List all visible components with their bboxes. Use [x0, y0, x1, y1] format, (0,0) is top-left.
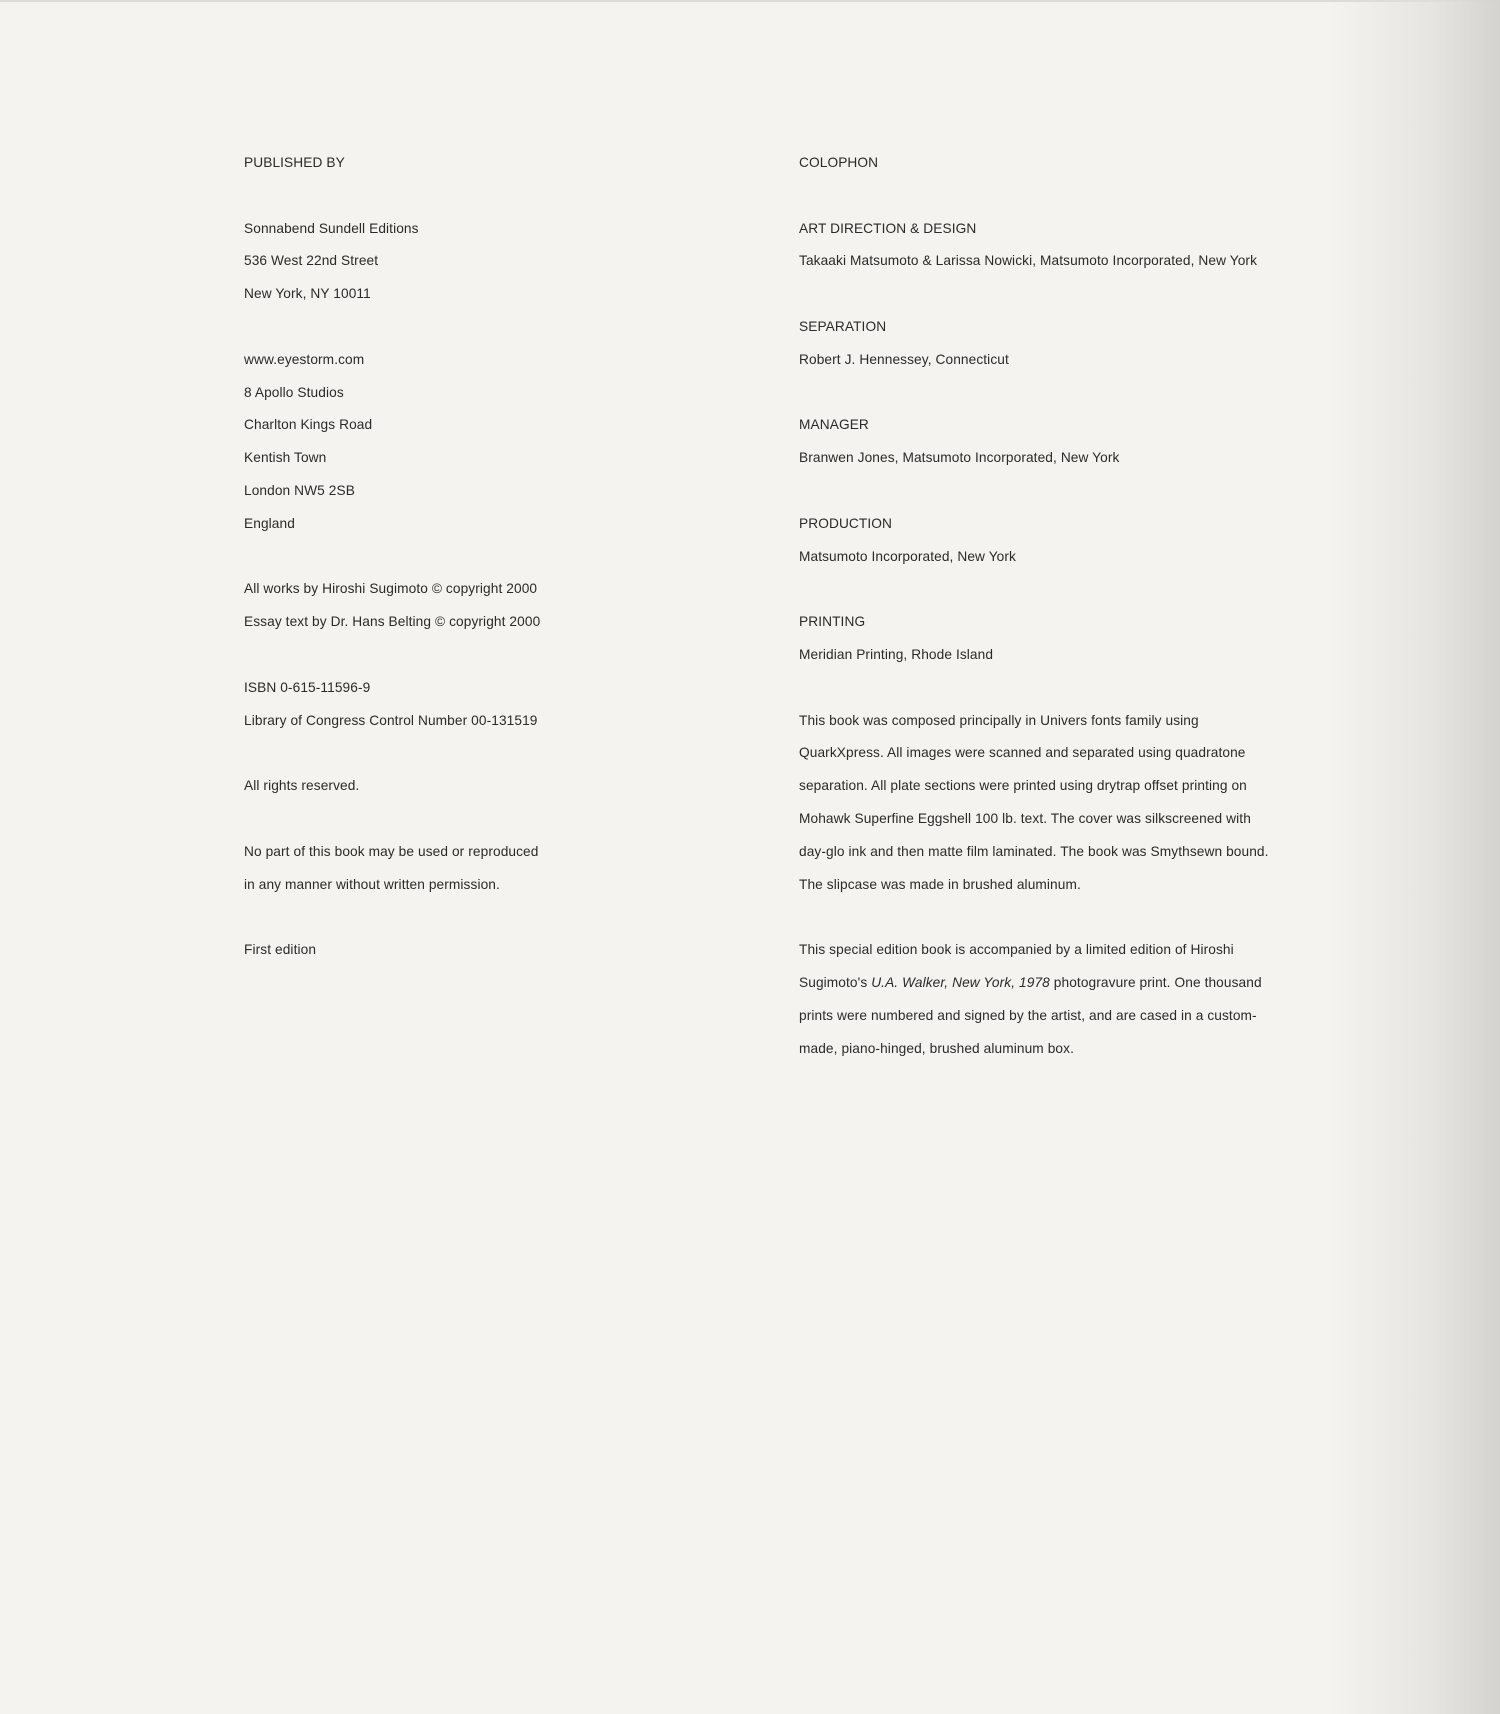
- composition-text-line: The slipcase was made in brushed aluminum.: [799, 876, 1081, 892]
- separation-value: Robert J. Hennessey, Connecticut: [799, 351, 1009, 367]
- reproduction-notice-line: in any manner without written permission.: [244, 876, 500, 892]
- separation-heading: SEPARATION: [799, 318, 887, 334]
- publisher-city: New York, NY 10011: [244, 286, 371, 302]
- special-edition-line: [799, 967, 1329, 1000]
- publisher-name: Sonnabend Sundell Editions: [244, 220, 419, 236]
- composition-text-line: day-glo ink and then matte film laminated. The book was Smythsewn bound.: [799, 843, 1269, 859]
- published-by-heading: PUBLISHED BY: [244, 155, 345, 170]
- art-direction-heading: ART DIRECTION & DESIGN: [799, 220, 977, 236]
- website-url: www.eyestorm.com: [244, 351, 365, 367]
- rights-statement: All rights reserved.: [244, 778, 360, 794]
- colophon-heading: COLOPHON: [799, 155, 879, 170]
- uk-address-line: 8 Apollo Studios: [244, 384, 344, 400]
- artwork-title: U.A. Walker, New York, 1978: [871, 974, 1050, 990]
- printing-value: Meridian Printing, Rhode Island: [799, 646, 994, 662]
- reproduction-notice-line: No part of this book may be used or reproduced: [244, 843, 539, 859]
- library-of-congress-number: Library of Congress Control Number 00-131519: [244, 712, 538, 728]
- page-gutter-shadow: [1330, 0, 1500, 1714]
- special-edition-line: made, piano-hinged, brushed aluminum box.: [799, 1040, 1074, 1056]
- special-edition-text: Sugimoto's: [799, 974, 872, 990]
- art-direction-value: Takaaki Matsumoto & Larissa Nowicki, Matsumoto Incorporated, New York: [799, 253, 1258, 269]
- uk-address-line: London NW5 2SB: [244, 482, 355, 498]
- uk-address-line: Kentish Town: [244, 450, 327, 466]
- manager-value: Branwen Jones, Matsumoto Incorporated, New York: [799, 450, 1120, 466]
- works-copyright: All works by Hiroshi Sugimoto © copyright 2000: [244, 581, 538, 597]
- isbn: ISBN 0-615-11596-9: [244, 679, 371, 695]
- uk-address-line: Charlton Kings Road: [244, 417, 373, 433]
- production-value: Matsumoto Incorporated, New York: [799, 548, 1016, 564]
- composition-text-line: separation. All plate sections were printed using drytrap offset printing on: [799, 778, 1247, 794]
- uk-address-line: England: [244, 515, 295, 531]
- production-heading: PRODUCTION: [799, 515, 893, 531]
- publisher-column: [244, 147, 764, 967]
- essay-copyright: Essay text by Dr. Hans Belting © copyright 2000: [244, 614, 541, 630]
- page-top-edge: [0, 0, 1500, 2]
- manager-heading: MANAGER: [799, 417, 869, 433]
- special-edition-line: This special edition book is accompanied by a limited edition of Hiroshi: [799, 942, 1234, 958]
- printing-heading: PRINTING: [799, 614, 866, 630]
- special-edition-line: prints were numbered and signed by the artist, and are cased in a custom-: [799, 1007, 1257, 1023]
- composition-text-line: QuarkXpress. All images were scanned and separated using quadratone: [799, 745, 1246, 761]
- publisher-street: 536 West 22nd Street: [244, 253, 379, 269]
- colophon-column: [799, 147, 1329, 1065]
- composition-text-line: This book was composed principally in Univers fonts family using: [799, 712, 1199, 728]
- special-edition-text: photogravure print. One thousand: [1049, 974, 1262, 990]
- composition-text-line: Mohawk Superfine Eggshell 100 lb. text. The cover was silkscreened with: [799, 810, 1251, 826]
- edition-statement: First edition: [244, 942, 317, 958]
